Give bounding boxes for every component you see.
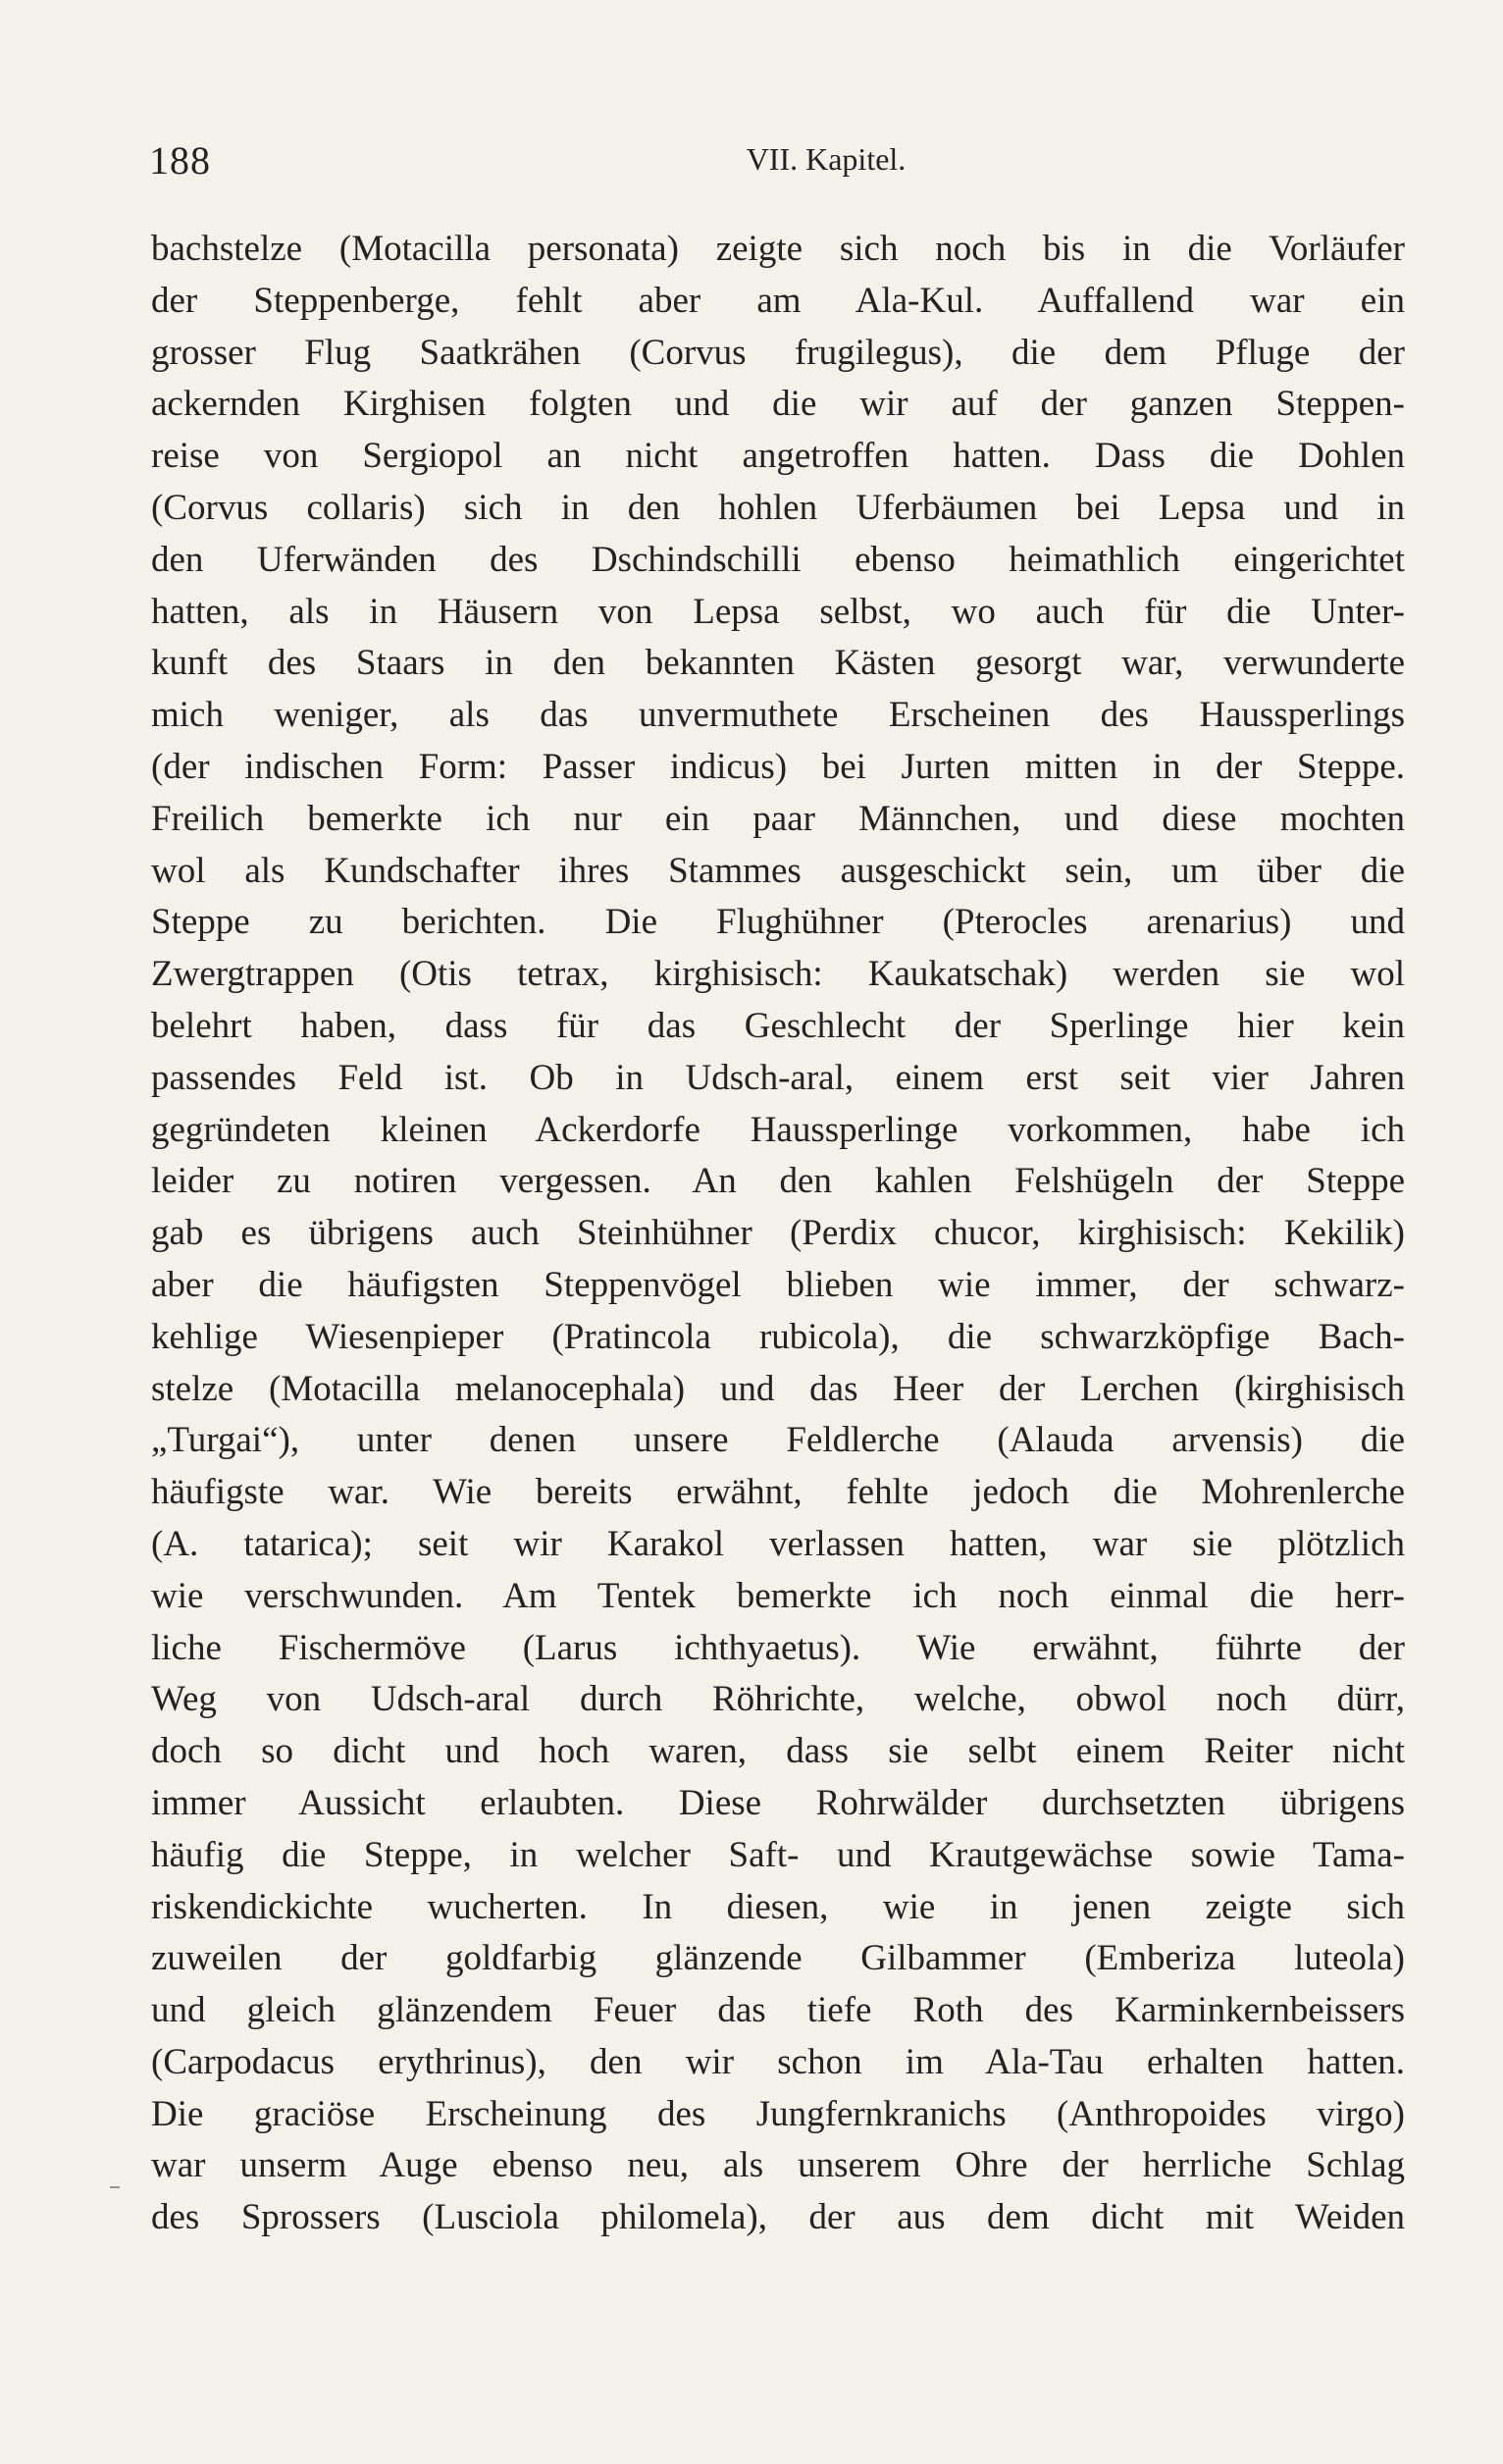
text-line: gegründeten kleinen Ackerdorfe Haussperlinge vorkommen, habe ich bbox=[151, 1109, 1405, 1150]
text-line: (A. tatarica); seit wir Karakol verlassen hatten, war sie plötzlich bbox=[151, 1523, 1405, 1564]
text-line: wie verschwunden. Am Tentek bemerkte ich noch einmal die herr- bbox=[151, 1575, 1405, 1616]
page-number: 188 bbox=[149, 138, 211, 183]
text-line: aber die häufigsten Steppenvögel blieben wie immer, der schwarz- bbox=[151, 1264, 1405, 1305]
text-line: hatten, als in Häusern von Lepsa selbst, wo auch für die Unter- bbox=[151, 591, 1405, 632]
text-line: immer Aussicht erlaubten. Diese Rohrwälder durchsetzten übrigens bbox=[151, 1782, 1405, 1823]
text-line: Steppe zu berichten. Die Flughühner (Pterocles arenarius) und bbox=[151, 902, 1405, 943]
text-line: Freilich bemerkte ich nur ein paar Männchen, und diese mochten bbox=[151, 798, 1405, 839]
text-line: riskendickichte wucherten. In diesen, wie in jenen zeigte sich bbox=[151, 1886, 1405, 1927]
page-header bbox=[149, 135, 1405, 184]
text-line: mich weniger, als das unvermuthete Erscheinen des Haussperlings bbox=[151, 695, 1405, 736]
text-line: kehlige Wiesenpieper (Pratincola rubicola), die schwarzköpfige Bach- bbox=[151, 1316, 1405, 1357]
text-line: „Turgai“), unter denen unsere Feldlerche (Alauda arvensis) die bbox=[151, 1420, 1405, 1461]
text-line: stelze (Motacilla melanocephala) und das Heer der Lerchen (kirghisisch bbox=[151, 1368, 1405, 1409]
text-line: des Sprossers (Lusciola philomela), der aus dem dicht mit Weiden bbox=[151, 2197, 1405, 2238]
text-line: kunft des Staars in den bekannten Kästen gesorgt war, verwunderte bbox=[151, 643, 1405, 684]
text-line: leider zu notiren vergessen. An den kahlen Felshügeln der Steppe bbox=[151, 1161, 1405, 1202]
text-line: Weg von Udsch-aral durch Röhrichte, welche, obwol noch dürr, bbox=[151, 1679, 1405, 1720]
text-line: häufig die Steppe, in welcher Saft- und Krautgewächse sowie Tama- bbox=[151, 1834, 1405, 1875]
text-line: (der indischen Form: Passer indicus) bei Jurten mitten in der Steppe. bbox=[151, 746, 1405, 787]
text-line: liche Fischermöve (Larus ichthyaetus). Wie erwähnt, führte der bbox=[151, 1627, 1405, 1668]
text-line: gab es übrigens auch Steinhühner (Perdix chucor, kirghisisch: Kekilik) bbox=[151, 1213, 1405, 1254]
text-line: und gleich glänzendem Feuer das tiefe Roth des Karminkernbeissers bbox=[151, 1990, 1405, 2031]
text-line: grosser Flug Saatkrähen (Corvus frugilegus), die dem Pfluge der bbox=[151, 332, 1405, 373]
text-line: (Corvus collaris) sich in den hohlen Uferbäumen bei Lepsa und in bbox=[151, 487, 1405, 528]
text-line: bachstelze (Motacilla personata) zeigte sich noch bis in die Vorläufer bbox=[151, 229, 1405, 269]
text-line: Zwergtrappen (Otis tetrax, kirghisisch: Kaukatschak) werden sie wol bbox=[151, 954, 1405, 995]
text-line: ackernden Kirghisen folgten und die wir auf der ganzen Steppen- bbox=[151, 384, 1405, 425]
text-line: der Steppenberge, fehlt aber am Ala-Kul. Auffallend war ein bbox=[151, 280, 1405, 321]
margin-mark bbox=[110, 2186, 120, 2188]
text-line: zuweilen der goldfarbig glänzende Gilbammer (Emberiza luteola) bbox=[151, 1938, 1405, 1979]
text-line: war unserm Auge ebenso neu, als unserem Ohre der herrliche Schlag bbox=[151, 2145, 1405, 2186]
text-line: passendes Feld ist. Ob in Udsch-aral, einem erst seit vier Jahren bbox=[151, 1057, 1405, 1098]
text-line: (Carpodacus erythrinus), den wir schon im Ala-Tau erhalten hatten. bbox=[151, 2041, 1405, 2082]
running-head: VII. Kapitel. bbox=[746, 141, 907, 177]
text-line: den Uferwänden des Dschindschilli ebenso heimathlich eingerichtet bbox=[151, 539, 1405, 580]
text-line: reise von Sergiopol an nicht angetroffen hatten. Dass die Dohlen bbox=[151, 436, 1405, 477]
text-line: häufigste war. Wie bereits erwähnt, fehlte jedoch die Mohrenlerche bbox=[151, 1472, 1405, 1513]
text-line: belehrt haben, dass für das Geschlecht der Sperlinge hier kein bbox=[151, 1005, 1405, 1046]
body-text bbox=[151, 224, 1405, 2244]
text-line: Die graciöse Erscheinung des Jungfernkranichs (Anthropoides virgo) bbox=[151, 2093, 1405, 2134]
text-line: wol als Kundschafter ihres Stammes ausgeschickt sein, um über die bbox=[151, 850, 1405, 891]
text-line: doch so dicht und hoch waren, dass sie selbt einem Reiter nicht bbox=[151, 1731, 1405, 1772]
